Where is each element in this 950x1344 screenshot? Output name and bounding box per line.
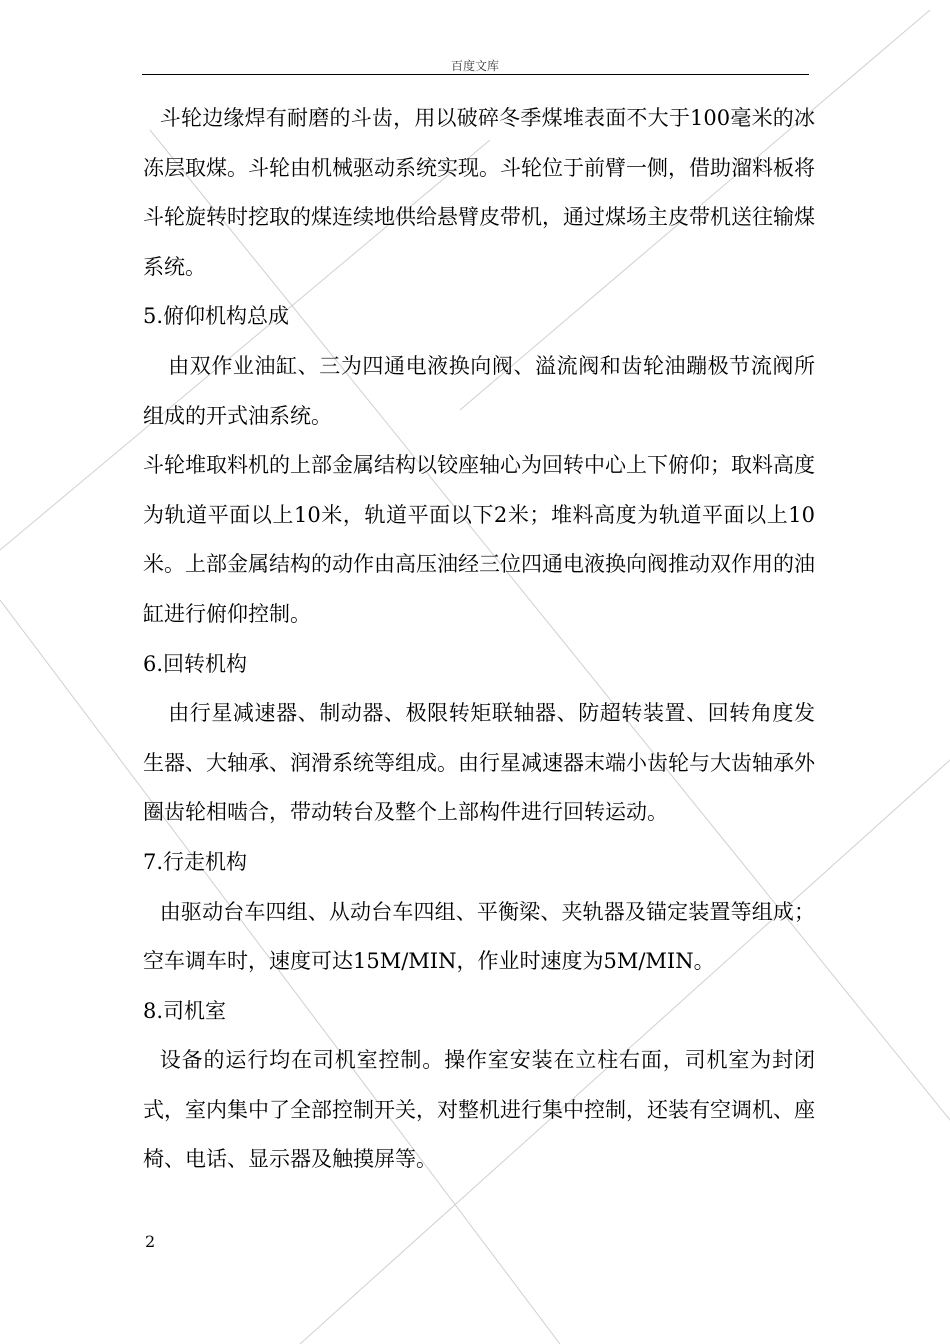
header-rule <box>142 74 809 75</box>
paragraph: 设备的运行均在司机室控制。操作室安装在立柱右面，司机室为封闭式，室内集中了全部控制开关，对整机进行集中控制，还装有空调机、座椅、电话、显示器及触摸屏等。 <box>143 1048 815 1172</box>
document-body <box>143 94 815 1185</box>
section-heading: 6.回转机构 <box>143 651 248 676</box>
section-heading: 7.行走机构 <box>143 849 248 874</box>
section-heading: 5.俯仰机构总成 <box>143 304 290 329</box>
paragraph: 斗轮堆取料机的上部金属结构以铰座轴心为回转中心上下俯仰；取料高度为轨道平面以上10米，轨道平面以下2米；堆料高度为轨道平面以上10米。上部金属结构的动作由高压油经三位四通电液换向阀推动双作用的油缸进行俯仰控制。 <box>143 453 815 626</box>
paragraph: 由双作业油缸、三为四通电液换向阀、溢流阀和齿轮油蹦极节流阀所组成的开式油系统。 <box>143 353 815 428</box>
paragraph: 由驱动台车四组、从动台车四组、平衡梁、夹轨器及锚定装置等组成；空车调车时，速度可达15M/MIN，作业时速度为5M/MIN。 <box>143 899 815 974</box>
section-heading: 8.司机室 <box>143 998 227 1023</box>
page-number: 2 <box>145 1232 156 1251</box>
page-header: 百度文库 <box>450 59 499 73</box>
paragraph: 斗轮边缘焊有耐磨的斗齿，用以破碎冬季煤堆表面不大于100毫米的冰冻层取煤。斗轮由机械驱动系统实现。斗轮位于前臂一侧，借助溜料板将斗轮旋转时挖取的煤连续地供给悬臂皮带机，通过煤场主皮带机送往输煤系统。 <box>143 106 815 279</box>
paragraph: 由行星减速器、制动器、极限转矩联轴器、防超转装置、回转角度发生器、大轴承、润滑系统等组成。由行星减速器末端小齿轮与大齿轴承外圈齿轮相啮合，带动转台及整个上部构件进行回转运动。 <box>143 701 815 825</box>
